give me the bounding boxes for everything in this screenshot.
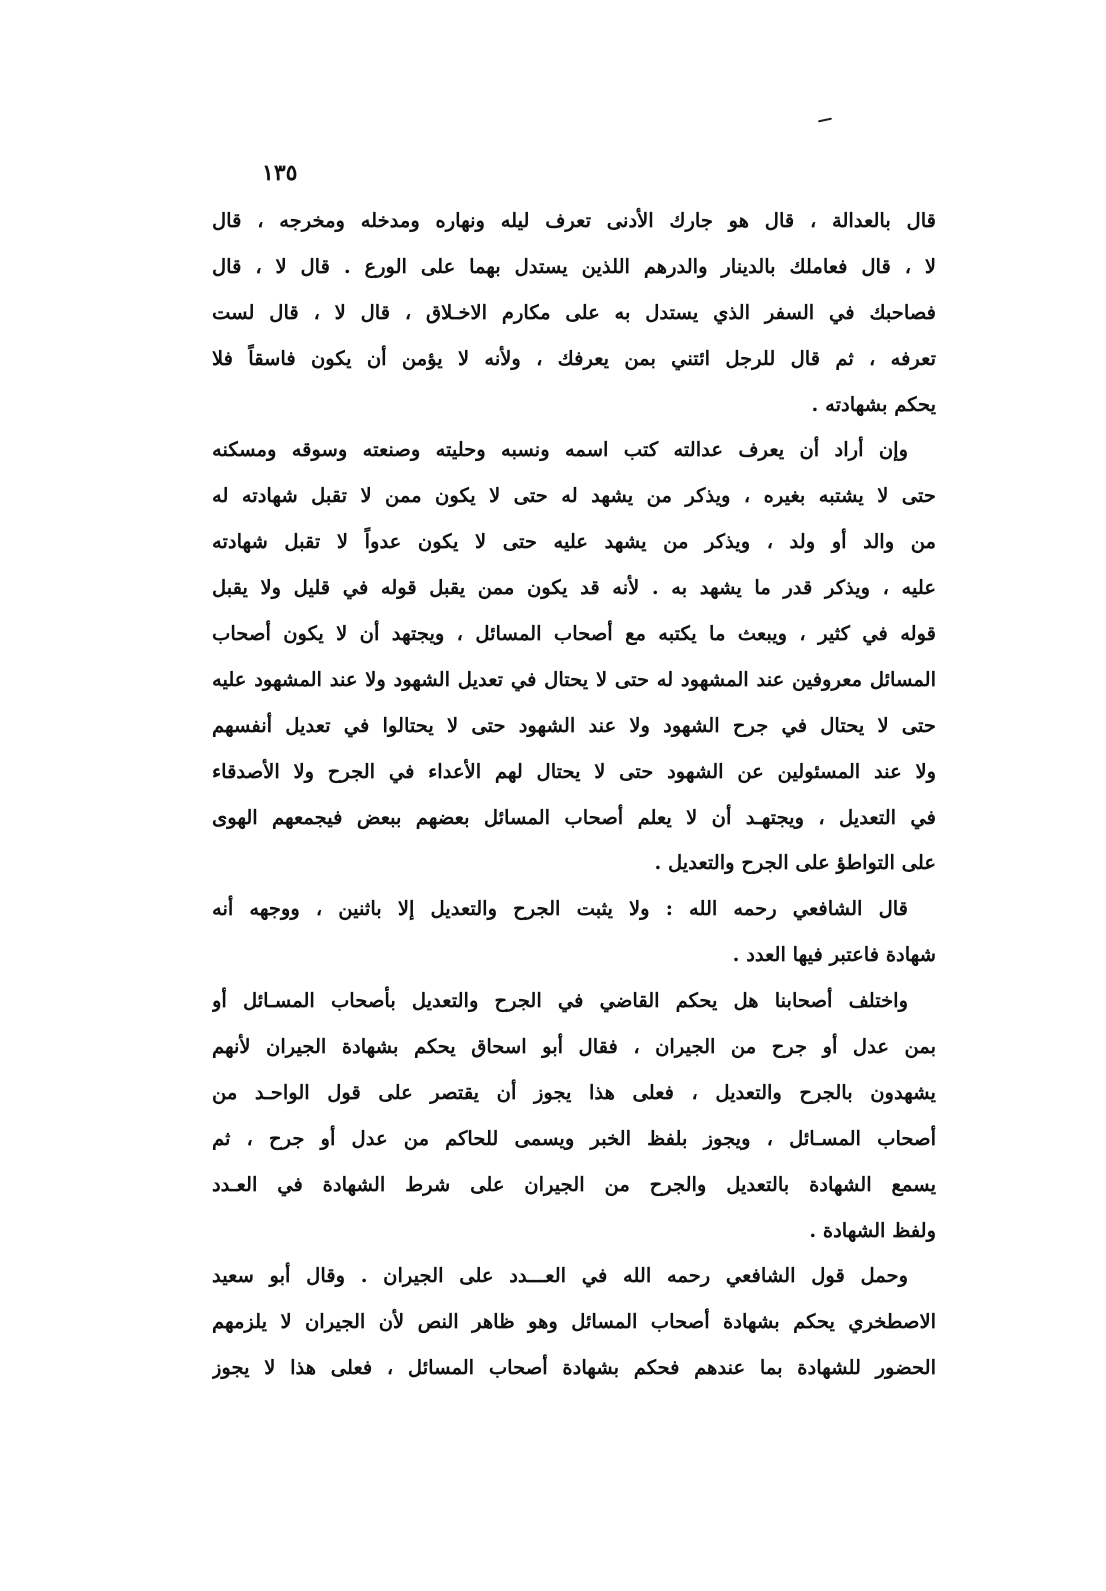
text-line: حتى لا يحتال في جرح الشهود ولا عند الشهود حتى لا يحتالوا في تعديل أنفسهم — [212, 713, 936, 737]
text-line: يحكم بشهادته . — [811, 392, 936, 416]
text-line: على التواطؤ على الجرح والتعديل . — [654, 851, 936, 875]
text-line: الحضور للشهادة بما عندهم فحكم بشهادة أصحاب المسائل ، فعلى هذا لا يجوز — [212, 1356, 936, 1380]
text-line: من والد أو ولد ، ويذكر من يشهد عليه حتى لا يكون عدواً لا تقبل شهادته — [212, 530, 936, 554]
body-text — [212, 198, 936, 1391]
text-line: في التعديل ، ويجتهـد أن لا يعلم أصحاب المسائل بعضهم ببعض فيجمعهم الهوى — [212, 805, 936, 829]
text-line: ولفظ الشهادة . — [809, 1218, 936, 1242]
text-line: وإن أراد أن يعرف عدالته كتب اسمه ونسبه وحليته وصنعته وسوقه ومسكنه — [212, 438, 908, 462]
text-line: قوله في كثير ، ويبعث ما يكتبه مع أصحاب المسائل ، ويجتهد أن لا يكون أصحاب — [212, 622, 936, 646]
text-line: عليه ، ويذكر قدر ما يشهد به . لأنه قد يكون ممن يقبل قوله في قليل ولا يقبل — [212, 576, 936, 600]
text-line: قال الشافعي رحمه الله : ولا يثبت الجرح والتعديل إلا باثنين ، ووجهه أنه — [212, 897, 908, 921]
text-line: واختلف أصحابنا هل يحكم القاضي في الجرح والتعديل بأصحاب المسـائل أو — [212, 989, 908, 1013]
text-line: شهادة فاعتبر فيها العدد . — [732, 943, 936, 967]
text-line: لا ، قال فعاملك بالدينار والدرهم اللذين يستدل بهما على الورع . قال لا ، قال — [212, 254, 936, 278]
text-line: تعرفه ، ثم قال للرجل ائتني بمن يعرفك ، ولأنه لا يؤمن أن يكون فاسقاً فلا — [212, 346, 936, 370]
text-line: ولا عند المسئولين عن الشهود حتى لا يحتال لهم الأعداء في الجرح ولا الأصدقاء — [212, 759, 936, 783]
text-line: يسمع الشهادة بالتعديل والجرح من الجيران على شرط الشهادة في العـدد — [212, 1172, 936, 1196]
page-number: ١٣٥ — [262, 160, 298, 186]
text-line: الاصطخري يحكم بشهادة أصحاب المسائل وهو ظاهر النص لأن الجيران لا يلزمهم — [212, 1310, 936, 1334]
text-line: قال بالعدالة ، قال هو جارك الأدنى تعرف ليله ونهاره ومدخله ومخرجه ، قال — [212, 209, 936, 232]
text-line: المسائل معروفين عند المشهود له حتى لا يحتال في تعديل الشهود ولا عند المشهود عليه — [212, 667, 936, 691]
text-line: يشهدون بالجرح والتعديل ، فعلى هذا يجوز أن يقتصر على قول الواحـد من — [212, 1080, 936, 1104]
text-line: وحمل قول الشافعي رحمه الله في العـــدد على الجيران . وقال أبو سعيد — [212, 1264, 908, 1288]
text-line: بمن عدل أو جرح من الجيران ، فقال أبو اسحاق يحكم بشهادة الجيران لأنهم — [212, 1035, 936, 1059]
text-line: حتى لا يشتبه بغيره ، ويذكر من يشهد له حتى لا يكون ممن لا تقبل شهادته له — [212, 484, 936, 508]
text-line: أصحاب المسـائل ، ويجوز بلفظ الخبر ويسمى للحاكم من عدل أو جرح ، ثم — [212, 1126, 936, 1150]
text-line: فصاحبك في السفر الذي يستدل به على مكارم الاخـلاق ، قال لا ، قال لست — [212, 300, 936, 324]
scan-mark — [818, 118, 832, 123]
